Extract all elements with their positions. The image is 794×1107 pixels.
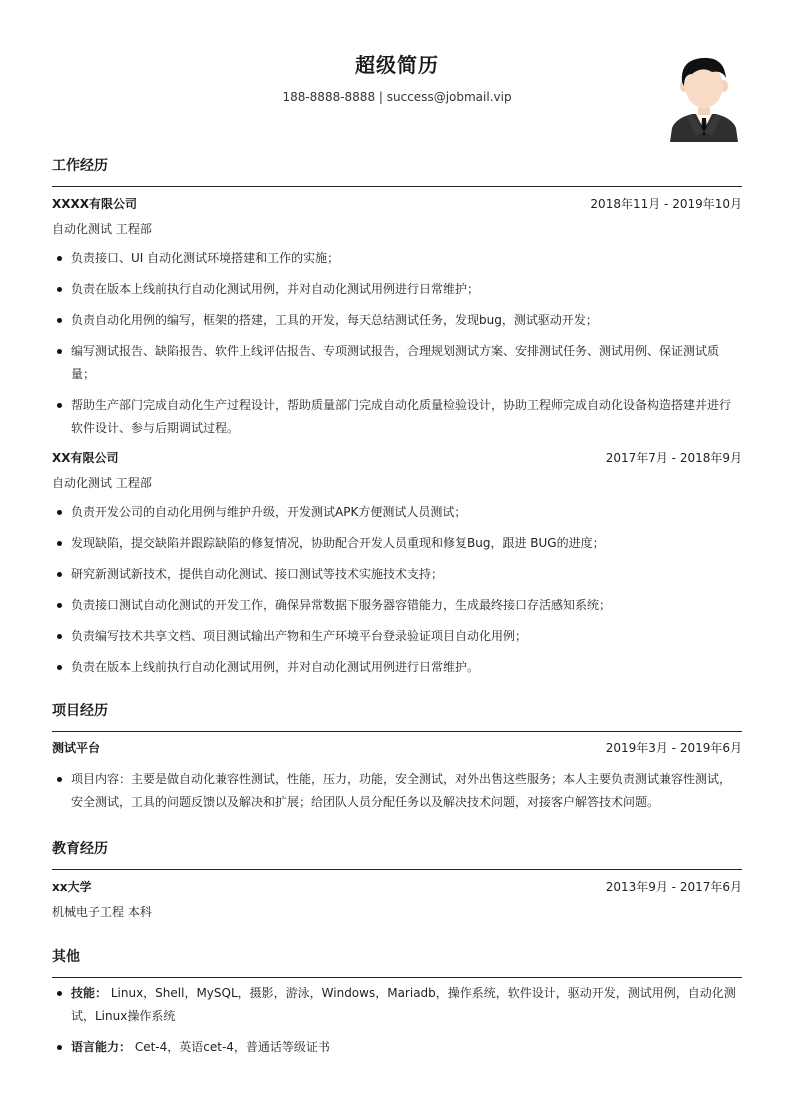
job-role: 自动化测试 工程部 <box>52 222 152 236</box>
language-text: Cet-4，英语cet-4，普通话等级证书 <box>134 1040 330 1054</box>
company-name: XXXX有限公司 <box>52 197 138 211</box>
language-label: 语言能力： <box>71 1040 132 1054</box>
project-date: 2019年3月 - 2019年6月 <box>605 741 742 755</box>
job-role: 自动化测试 工程部 <box>52 476 152 490</box>
list-item: 负责在版本上线前执行自动化测试用例，并对自动化测试用例进行日常维护； <box>52 278 742 301</box>
major-degree: 机械电子工程 本科 <box>52 905 152 919</box>
section-title-work: 工作经历 <box>52 156 742 187</box>
list-item: 项目内容：主要是做自动化兼容性测试，性能，压力，功能，安全测试，对外出售这些服务；本人主要负责测试兼容性测试，安全测试，工具的问题反馈以及解决和扩展；给团队人员分配任务以及解决技术问题，对接客户解答技术问题。 <box>52 768 742 814</box>
school-name: xx大学 <box>52 880 92 894</box>
list-item: 负责在版本上线前执行自动化测试用例，并对自动化测试用例进行日常维护。 <box>52 656 742 679</box>
education-entry-header <box>52 878 742 896</box>
candidate-name: 超级简历 <box>355 53 439 77</box>
work-date: 2018年11月 - 2019年10月 <box>590 197 742 211</box>
section-title-education: 教育经历 <box>52 839 742 870</box>
skills-item <box>52 982 742 1028</box>
company-name: XX有限公司 <box>52 451 119 465</box>
contact-info: 188-8888-8888 | success@jobmail.vip <box>282 90 512 104</box>
avatar-photo <box>666 52 742 142</box>
work-entry-1-list <box>52 247 742 448</box>
language-item <box>52 1036 742 1059</box>
list-item: 负责开发公司的自动化用例与维护升级，开发测试APK方便测试人员测试； <box>52 501 742 524</box>
project-entry-header <box>52 739 742 757</box>
section-title-other: 其他 <box>52 947 742 978</box>
list-item: 负责接口测试自动化测试的开发工作，确保异常数据下服务器容错能力，生成最终接口存活感知系统； <box>52 594 742 617</box>
work-entry-1-header <box>52 195 742 213</box>
list-item: 编写测试报告、缺陷报告、软件上线评估报告、专项测试报告，合理规划测试方案、安排测试任务、测试用例、保证测试质量； <box>52 340 742 386</box>
project-list <box>52 768 742 822</box>
resume-header <box>0 0 794 150</box>
project-name: 测试平台 <box>52 741 101 755</box>
skills-label: 技能： <box>71 986 108 1000</box>
avatar-icon <box>666 52 742 142</box>
other-list <box>52 982 742 1067</box>
list-item: 负责编写技术共享文档、项目测试输出产物和生产环境平台登录验证项目自动化用例； <box>52 625 742 648</box>
work-entry-2-list <box>52 501 742 687</box>
list-item: 研究新测试新技术，提供自动化测试、接口测试等技术实施技术支持； <box>52 563 742 586</box>
list-item: 负责接口、UI 自动化测试环境搭建和工作的实施； <box>52 247 742 270</box>
education-date: 2013年9月 - 2017年6月 <box>605 880 742 894</box>
section-title-project: 项目经历 <box>52 701 742 732</box>
skills-text: Linux，Shell，MySQL，摄影，游泳，Windows，Mariadb，操作系统，软件设计，驱动开发，测试用例，自动化测试，Linux操作系统 <box>71 986 736 1023</box>
work-entry-2-header <box>52 449 742 467</box>
list-item: 帮助生产部门完成自动化生产过程设计，帮助质量部门完成自动化质量检验设计，协助工程师完成自动化设备构造搭建并进行软件设计、参与后期调试过程。 <box>52 394 742 440</box>
list-item: 负责自动化用例的编写，框架的搭建，工具的开发，每天总结测试任务，发现bug，测试驱动开发； <box>52 309 742 332</box>
work-date: 2017年7月 - 2018年9月 <box>605 451 742 465</box>
list-item: 发现缺陷，提交缺陷并跟踪缺陷的修复情况，协助配合开发人员重现和修复Bug，跟进 BUG的进度； <box>52 532 742 555</box>
